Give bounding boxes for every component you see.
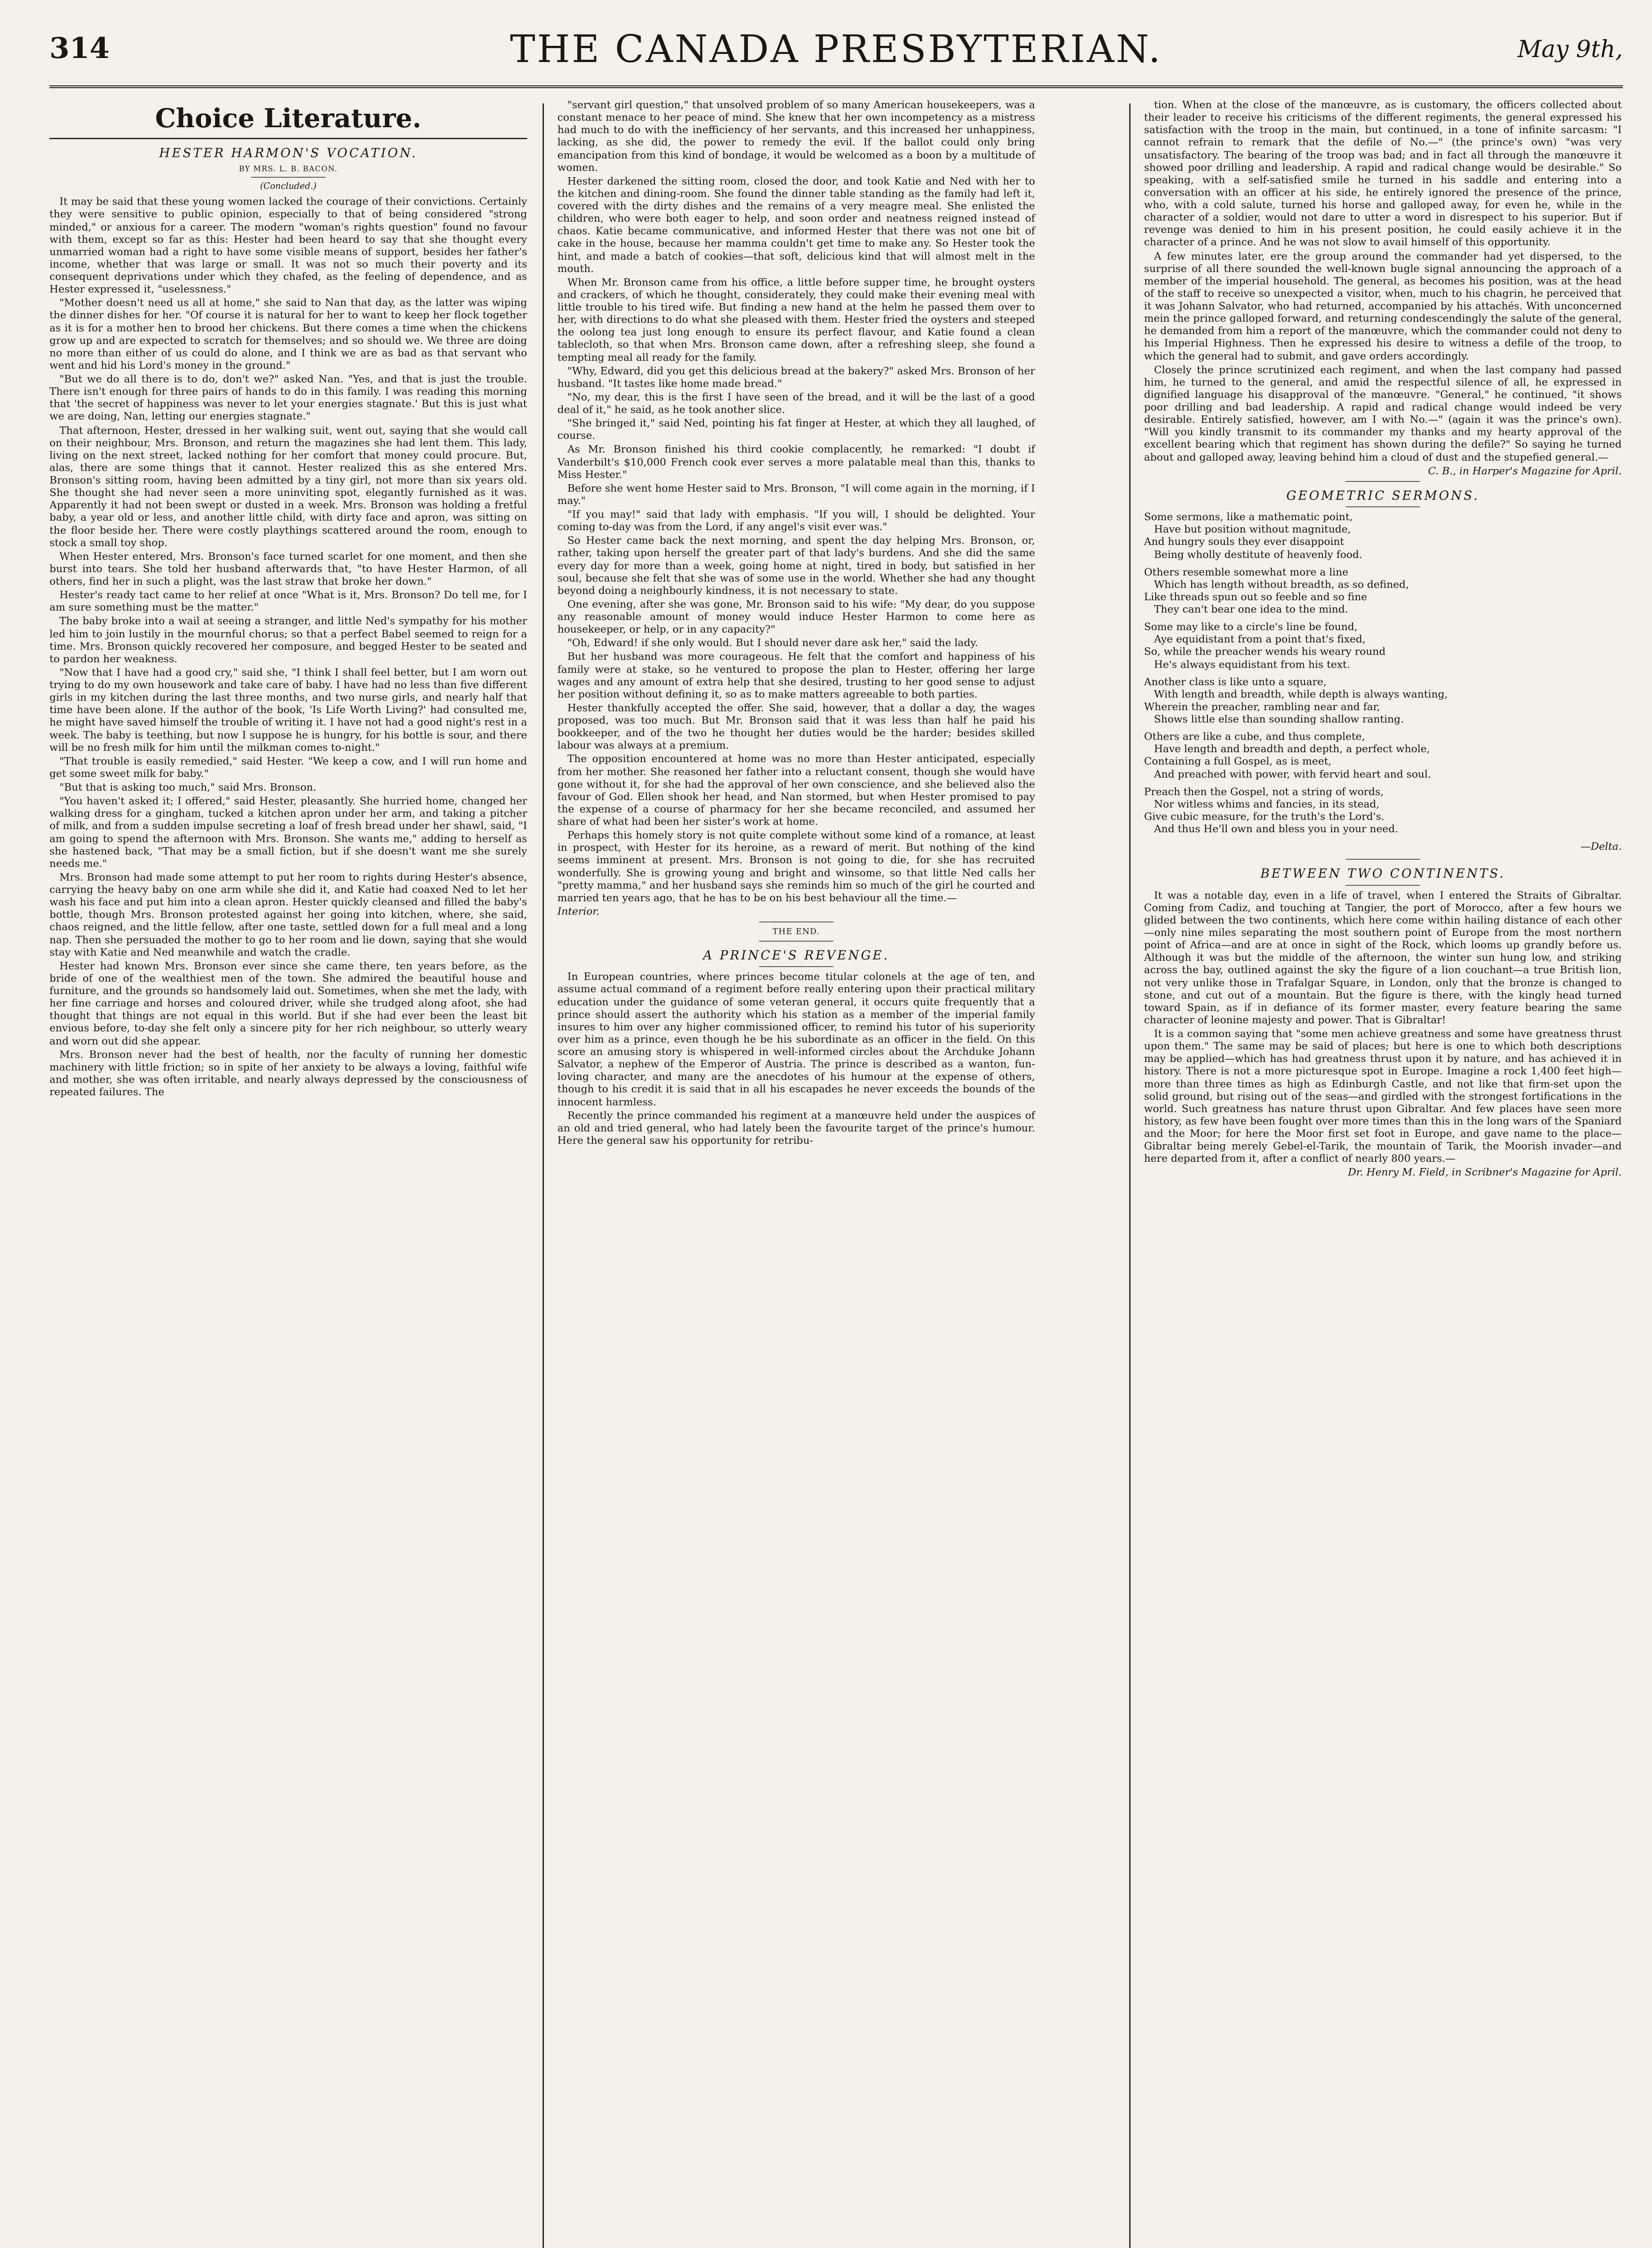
issue-date: May 9th,: [1517, 36, 1623, 63]
story-hester-part2: [557, 99, 1035, 904]
story-title-hester: HESTER HARMON'S VOCATION.: [159, 145, 418, 161]
poem-body: [1144, 511, 1622, 836]
poem-line: Aye equidistant from a point that's fixed,: [1154, 633, 1366, 645]
story-prince-part2: [1144, 99, 1622, 464]
poem-line: Being wholly destitute of heavenly food.: [1154, 548, 1363, 561]
paragraph: When Hester entered, Mrs. Bronson's face turned scarlet for one moment, and then she burst into tears. She told her husband afterwards that, "to have Hester Harmon, of all others, find her in such a plight, was the last straw that broke her down.": [49, 550, 527, 587]
continents-source: [1144, 1166, 1622, 1179]
section-heading: Choice Literature.: [49, 103, 527, 139]
poem-line: Like threads spun out so feeble and so fine: [1144, 591, 1367, 603]
prince-source-text: C. B., in Harper's Magazine for April.: [1428, 464, 1622, 477]
story-title-prince: A PRINCE'S REVENGE.: [703, 947, 890, 963]
paragraph: "You haven't asked it; I offered," said Hester, pleasantly. She hurried home, changed her walking dress for a gingham, tucked a kitchen apron under her arm, and taking a pitcher of milk, and from a sudden impulse secreting a loaf of fresh bread under her shawl, said, "I am going to spend the afternoon with Mrs. Bronson. She wants me," adding to herself as she hastened back, "That may be a small fiction, but if she doesn't want me she surely needs me.": [49, 795, 527, 870]
story-continents: [1144, 889, 1622, 1165]
story-title-continents: BETWEEN TWO CONTINENTS.: [1260, 866, 1505, 881]
poem-line: Some sermons, like a mathematic point,: [1144, 511, 1353, 523]
paragraph: "That trouble is easily remedied," said Hester. "We keep a cow, and I will run home and get some sweet milk for baby.": [49, 755, 527, 780]
poem-line: Preach then the Gospel, not a string of words,: [1144, 785, 1384, 798]
column-3: [1144, 99, 1623, 2248]
poem-line: Others resemble somewhat more a line: [1144, 566, 1349, 578]
paragraph: "But we do all there is to do, don't we?" asked Nan. "Yes, and that is just the trouble. There isn't enough for three pairs of hands to do in this family. I was reading this morning that 'the secret of happiness was never to let your energies stagnate.' But this is just what we are doing, Nan, letting our energies stagnate.": [49, 373, 527, 423]
poem-line: Have but position without magnitude,: [1154, 523, 1351, 535]
poem-line: Shows little else than sounding shallow ranting.: [1154, 713, 1404, 725]
poem-line: Give cubic measure, for the truth's the Lord's.: [1144, 810, 1385, 822]
poem-stanza: [1144, 785, 1622, 835]
poem-line: He's always equidistant from his text.: [1154, 658, 1350, 670]
paragraph: "Why, Edward, did you get this delicious bread at the bakery?" asked Mrs. Bronson of her husband. "It tastes like home made bread.": [557, 365, 1035, 389]
paragraph: In European countries, where princes become titular colonels at the age of ten, and assume actual command of a regiment before really entering upon their practical military education under the guidance of some veteran general, it occurs quite frequently that a prince should assert the authority which his station as a member of the imperial family insures to him over any higher commissioned officer, to remind his tutor of his superiority over him as a prince, even though he be his subordinate as an officer in the field. On this score an amusing story is whispered in well-informed circles about the Archduke Johann Salvator, a nephew of the Emperor of Austria. The prince is described as a wanton, fun-loving character, and many are the anecdotes of his humour at the expense of others, though to his credit it is said that in all his escapades he never exceeds the bounds of the innocent harmless.: [557, 971, 1035, 1108]
prince-source: [1144, 465, 1622, 477]
column-rule: [1129, 103, 1131, 2248]
paragraph: As Mr. Bronson finished his third cookie complacently, he remarked: "I doubt if Vanderbilt's $10,000 French cook ever serves a more palatable meal than this, thanks to Miss Hester.": [557, 443, 1035, 481]
paragraph: "But that is asking too much," said Mrs. Bronson.: [59, 781, 316, 794]
column-1: [49, 99, 528, 2248]
story-source-line: [557, 905, 1035, 918]
paragraph: Mrs. Bronson never had the best of health, nor the faculty of running her domestic machinery with little friction; so in spite of her anxiety to be always a loving, faithful wife and mother, she was often irritable, and nearly always depressed by the consciousness of repeated failures. The: [49, 1048, 527, 1098]
poem-line: Some may like to a circle's line be found,: [1144, 620, 1358, 633]
paragraph: That afternoon, Hester, dressed in her walking suit, went out, saying that she would call on their neighbour, Mrs. Bronson, and return the magazines she had lent them. This lady, living on the next street, lacked nothing for her comfort that money could procure. But, alas, there are some things that it cannot. Hester realized this as she entered Mrs. Bronson's sitting room, having been admitted by a tiny girl, not more than six years old. She thought she had never seen a more uninviting spot, elegantly furnished as it was. Apparently it had not been swept or dusted in a week. Mrs. Bronson was holding a fretful baby, a year old or less, and another little child, with dirty face and apron, was sitting on the floor beside her. There were costly playthings scattered around the room, enough to stock a small toy shop.: [49, 424, 527, 549]
page-number: 314: [49, 31, 110, 65]
paragraph: Hester had known Mrs. Bronson ever since she came there, ten years before, as the bride of one of the wealthiest men of the town. She admired the beautiful house and furniture, and the grounds so handsomely laid out. Sometimes, when she met the lady, with her fine carriage and horses and coloured driver, while she trudged along afoot, she had thought that things are not equal in this world. But if she had ever been the least bit envious before, to-day she felt only a sincere pity for her rich neighbour, so utterly weary and worn out did she appear.: [49, 959, 527, 1047]
paragraph: "If you may!" said that lady with emphasis. "If you will, I should be delighted. Your coming to-day was from the Lord, if any angel's visit ever was.": [557, 508, 1035, 533]
paragraph: It is a common saying that "some men achieve greatness and some have greatness thrust upon them." The same may be said of places; but here is one to which both descriptions may be applied—which has had greatness thrust upon it by nature, and has achieved it in history. There is not a more picturesque spot in Europe. Imagine a rock 1,400 feet high—more than three times as high as Edinburgh Castle, and not like that firm-set upon the solid ground, but rising out of the seas—and girdled with the strongest fortifications in the world. Such greatness has nature thrust upon Gibraltar. And few places have seen more history, as few have been fought over more times than this in the long wars of the Spaniard and the Moor; for here the Moor first set foot in Europe, and gave name to the place—Gibraltar being merely Gebel-el-Tarik, the mountain of Tarik, the Moorish invader—and here departed from it, after a conflict of nearly 800 years.—: [1144, 1027, 1622, 1164]
divider: [251, 177, 326, 178]
poem-line: And preached with power, with fervid heart and soul.: [1154, 768, 1431, 780]
concluded-note: (Concluded.): [260, 181, 317, 192]
column-rule: [543, 103, 544, 2248]
story-prince-part1: [557, 971, 1035, 1147]
paragraph: "No, my dear, this is the first I have seen of the bread, and it will be the last of a good deal of it," he said, as he took another slice.: [557, 391, 1035, 415]
continents-source-text: Dr. Henry M. Field, in Scribner's Magazine for April.: [1348, 1166, 1622, 1178]
poem-stanza: [1144, 676, 1622, 726]
paragraph: tion. When at the close of the manœuvre, as is customary, the officers collected about their leader to receive his criticisms of the different regiments, the general expressed his satisfaction with the troop in the main, but continued, in a tone of infinite sarcasm: "I cannot refrain to remark that the defile of No.—" (the prince's own) "was very unsatisfactory. The bearing of the troop was bad; and in fact all through the manœuvre it showed poor drilling and leadership. A rapid and radical change would be desirable." So speaking, with a self-satisfied smile he turned in his saddle and entering into a conversation with an officer at his side, he entirely ignored the presence of the prince, who, with a cold salute, turned his horse and galloped away, for even he, while in the character of a soldier, would not dare to utter a word in disrespect to his superior. But if revenge was denied to him in his present position, he could easily achieve it in the character of a prince. And he was not slow to avail himself of this opportunity.: [1144, 99, 1622, 248]
paragraph: Hester darkened the sitting room, closed the door, and took Katie and Ned with her to the kitchen and dining-room. She found the dinner table standing as the family had left it, covered with the dirty dishes and the remains of a very meagre meal. She enlisted the children, who were both eager to help, and soon order and neatness reigned instead of chaos. Katie became communicative, and informed Hester that there was not one bit of cake in the house, because her mamma couldn't get time to make any. So Hester took the hint, and made a batch of cookies—that soft, delicious kind that will almost melt in the mouth.: [557, 175, 1035, 275]
poem-line: Nor witless whims and fancies, in its stead,: [1154, 798, 1380, 810]
poem-line: With length and breadth, while depth is always wanting,: [1154, 688, 1448, 700]
paragraph: So Hester came back the next morning, and spent the day helping Mrs. Bronson, or, rather, taking upon herself the greater part of that lady's burdens. And she did the same every day for more than a week, going home at night, tired in body, but satisfied in her soul, because she felt that she was of some use in the world. Whether she had any thought beyond doing a neighbourly kindness, it is not necessary to state.: [557, 535, 1035, 597]
paragraph: "Now that I have had a good cry," said she, "I think I shall feel better, but I am worn out trying to do my own housework and take care of baby. I have had no less than five different girls in my kitchen during the last three months, and two nurse girls, and nearly half that time have been alone. If the author of the book, 'Is Life Worth Living?' had consulted me, he might have saved himself the trouble of writing it. I have not had a good night's rest in a week. The baby is teething, but now I suppose he is hungry, for his bottle is sour, and there will be no fresh milk for him until the milkman comes to-night.": [49, 666, 527, 754]
divider: [1346, 481, 1420, 482]
poem-line: So, while the preacher wends his weary round: [1144, 646, 1386, 658]
paragraph: Closely the prince scrutinized each regiment, and when the last company had passed him, he turned to the general, and amid the respectful silence of all, he expressed in dignified language his disapproval of the manœuvre. "General," he continued, "it shows poor drilling and bad leadership. A rapid and radical change would indeed be very desirable. Entirely satisfied, however, am I with No.—" (again it was the prince's own). "Will you kindly transmit to its commander my thanks and my hearty approval of the excellent bearing which that regiment has shown during the defile?" So saying he turned about and galloped away, leaving behind him a cloud of dust and the stupefied general.—: [1144, 363, 1622, 463]
poem-line: Containing a full Gospel, as is meet,: [1144, 755, 1331, 767]
poem-line: Others are like a cube, and thus complete,: [1144, 731, 1365, 743]
poem-stanza: [1144, 566, 1622, 616]
paragraph: A few minutes later, ere the group around the commander had yet dispersed, to the surprise of all there sounded the well-known bugle signal announcing the approach of a member of the imperial household. The general, as becomes his position, was at the head of the staff to receive so unexpected a visitor, when, much to his chagrin, he perceived that it was Johann Salvator, who had returned, accompanied by his attachés. With unconcerned mein the prince galloped forward, and returning condescendingly the salute of the general, he demanded from him a report of the manœuvre, which the commander could not deny to his Imperial Highness. Then he expressed his desire to witness a defile of the troop, to which the general had to submit, and gave orders accordingly.: [1144, 250, 1622, 362]
column-2: [557, 99, 1036, 2248]
poem-line: Which has length without breadth, as so defined,: [1154, 578, 1409, 590]
paragraph: Recently the prince commanded his regiment at a manœuvre held under the auspices of an old and tried general, who had lately been the favourite target of the prince's humour. Here the general saw his opportunity for retribu-: [557, 1109, 1035, 1146]
poem-line: And thus He'll own and bless you in your need.: [1154, 823, 1398, 835]
newspaper-page: [49, 27, 1623, 2248]
paragraph: "servant girl question," that unsolved problem of so many American housekeepers, was a constant menace to her peace of mind. She knew that her own incompetency as a mistress had much to do with the inefficiency of her servants, and this increased her unhappiness, lacking, as she did, the power to remedy the evil. If the ballot could only bring emancipation from this kind of bondage, it would be welcomed as a boon by a multitude of women.: [557, 99, 1035, 174]
poem-line: Another class is like unto a square,: [1144, 675, 1327, 688]
poem-title: GEOMETRIC SERMONS.: [1286, 487, 1479, 503]
paragraph: It was a notable day, even in a life of travel, when I entered the Straits of Gibraltar. Coming from Cadiz, and touching at Tangier, the port of Morocco, after a few hours we glided between the two continents, which here come within hailing distance of each other—only nine miles separating the most southern point of Europe from the most northern point of Africa—and are at once in sight of the Rock, which looms up grandly before us. Although it was but the middle of the afternoon, the winter sun hung low, and striking across the bay, outlined against the sky the figure of a lion couchant—a true British lion, not very unlike those in Trafalgar Square, in London, only that the bronze is changed to stone, and cut out of a mountain. But the figure is there, with the kingly head turned toward Spain, as if in defiance of its former master, every feature bearing the same character of leonine majesty and power. That is Gibraltar!: [1144, 889, 1622, 1026]
paragraph: Before she went home Hester said to Mrs. Bronson, "I will come again in the morning, if I may.": [557, 482, 1035, 507]
paragraph: It may be said that these young women lacked the courage of their convictions. Certainly they were sensitive to public opinion, especially to that of being considered "strong minded," or anxious for a career. The modern "woman's rights question" found no favour with them, except so far as this: Hester had been heard to say that she thought every unmarried woman had a right to have some visible means of support, besides her father's income, whether that was large or small. It was not so much their poverty and its consequent deprivations under which they chafed, as the feeling of dependence, and as Hester expressed it, "uselessness.": [49, 196, 527, 295]
newspaper-title: THE CANADA PRESBYTERIAN.: [510, 27, 1162, 71]
paragraph: Hester thankfully accepted the offer. She said, however, that a dollar a day, the wages proposed, was too much. But Mr. Bronson said that it was less than half he paid his bookkeeper, and of the two he thought her duties would be the harder; besides skilled labour was always at a premium.: [557, 702, 1035, 751]
paragraph: "Mother doesn't need us all at home," she said to Nan that day, as the latter was wiping the dinner dishes for her. "Of course it is natural for her to want to keep her flock together as it is for a mother hen to brood her chickens. But there comes a time when the chickens grow up and are expected to scratch for themselves; and so should we. We three are doing no more than either of us could do alone, and I think we are as bad as that servant who went and hid his Lord's money in the ground.": [49, 297, 527, 371]
paragraph: "Oh, Edward! if she only would. But I should never dare ask her," said the lady.: [567, 637, 978, 649]
paragraph: "She bringed it," said Ned, pointing his fat finger at Hester, at which they all laughed, of course.: [557, 417, 1035, 442]
paragraph: Mrs. Bronson had made some attempt to put her room to rights during Hester's absence, carrying the heavy baby on one arm while she did it, and Katie had coaxed Ned to let her wash his face and put him into a clean apron. Hester quickly cleansed and filled the baby's bottle, though Mrs. Bronson protested against her going into kitchen, where, she said, chaos reigned, and the little fellow, after one taste, settled down for a full meal and a long nap. Then she persuaded the mother to go to her room and lie down, saying that she would stay with Katie and Ned meanwhile and watch the cradle.: [49, 871, 527, 958]
paragraph: The opposition encountered at home was no more than Hester anticipated, especially from her mother. She reasoned her father into a reluctant consent, though she would have gone without it, for she had the approval of her own conscience, and she believed also the favour of God. Ellen shook her head, and Nan stormed, but when Hester promised to pay the expense of a course of pharmacy for her she became reconciled, and assumed her share of what had been her sister's work at home.: [557, 753, 1035, 828]
poem-line: Wherein the preacher, rambling near and far,: [1144, 700, 1380, 713]
poem-signature: —Delta.: [1580, 840, 1622, 852]
poem-stanza: [1144, 511, 1622, 561]
paragraph: When Mr. Bronson came from his office, a little before supper time, he brought oysters and crackers, of which he thought, considerately, they could make their evening meal with little trouble to his tired wife. But finding a new hand at the helm he passed them over to her, with directions to do what she pleased with them. Hester fried the oysters and steeped the oolong tea just long enough to ensure its perfect flavour, and Katie found a clean tablecloth, so that when Mrs. Bronson came down, after a refreshing sleep, she found a tempting meal all ready for the family.: [557, 276, 1035, 363]
poem-line: Have length and breadth and depth, a perfect whole,: [1154, 743, 1430, 755]
end-marker: THE END.: [772, 927, 820, 937]
poem-line: They can't bear one idea to the mind.: [1154, 603, 1349, 616]
poem-line: And hungry souls they ever disappoint: [1144, 536, 1345, 548]
paragraph: But her husband was more courageous. He felt that the comfort and happiness of his family were at stake, so he ventured to propose the plan to Hester, offering her large wages and any amount of extra help that she desired, trusting to her good sense to adjust her position without defining it, so as to make matters agreeable to both parties.: [557, 651, 1035, 700]
paragraph: Perhaps this homely story is not quite complete without some kind of a romance, at least in prospect, with Hester for its heroine, as a reward of merit. But nothing of the kind seems imminent at present. Mrs. Bronson is not going to die, for she has recruited wonderfully. She is growing young and bright and winsome, so that little Ned calls her "pretty mamma," and her husband says she reminds him so much of the girl he courted and married ten years ago, that he has to be on his best behaviour all the time.—: [557, 829, 1035, 904]
paragraph: The baby broke into a wail at seeing a stranger, and little Ned's sympathy for his mother led him to join lustily in the mournful chorus; so that a perfect Babel seemed to reign for a time. Mrs. Bronson quickly recovered her composure, and begged Hester to be seated and to pardon her weakness.: [49, 615, 527, 665]
divider: [1346, 859, 1420, 860]
poem-stanza: [1144, 621, 1622, 671]
story-hester-part1: [49, 196, 527, 1098]
masthead: [49, 27, 1623, 88]
byline: BY MRS. L. B. BACON.: [239, 164, 338, 173]
paragraph: Hester's ready tact came to her relief at once "What is it, Mrs. Bronson? Do tell me, for I am sure something must be the matter.": [49, 589, 527, 614]
poem-stanza: [1144, 731, 1622, 781]
story-source: Interior.: [557, 905, 600, 918]
paragraph: One evening, after she was gone, Mr. Bronson said to his wife: "My dear, do you suppose any reasonable amount of money would induce Hester Harmon to come here as housekeeper, or help, or in any capacity?": [557, 598, 1035, 635]
